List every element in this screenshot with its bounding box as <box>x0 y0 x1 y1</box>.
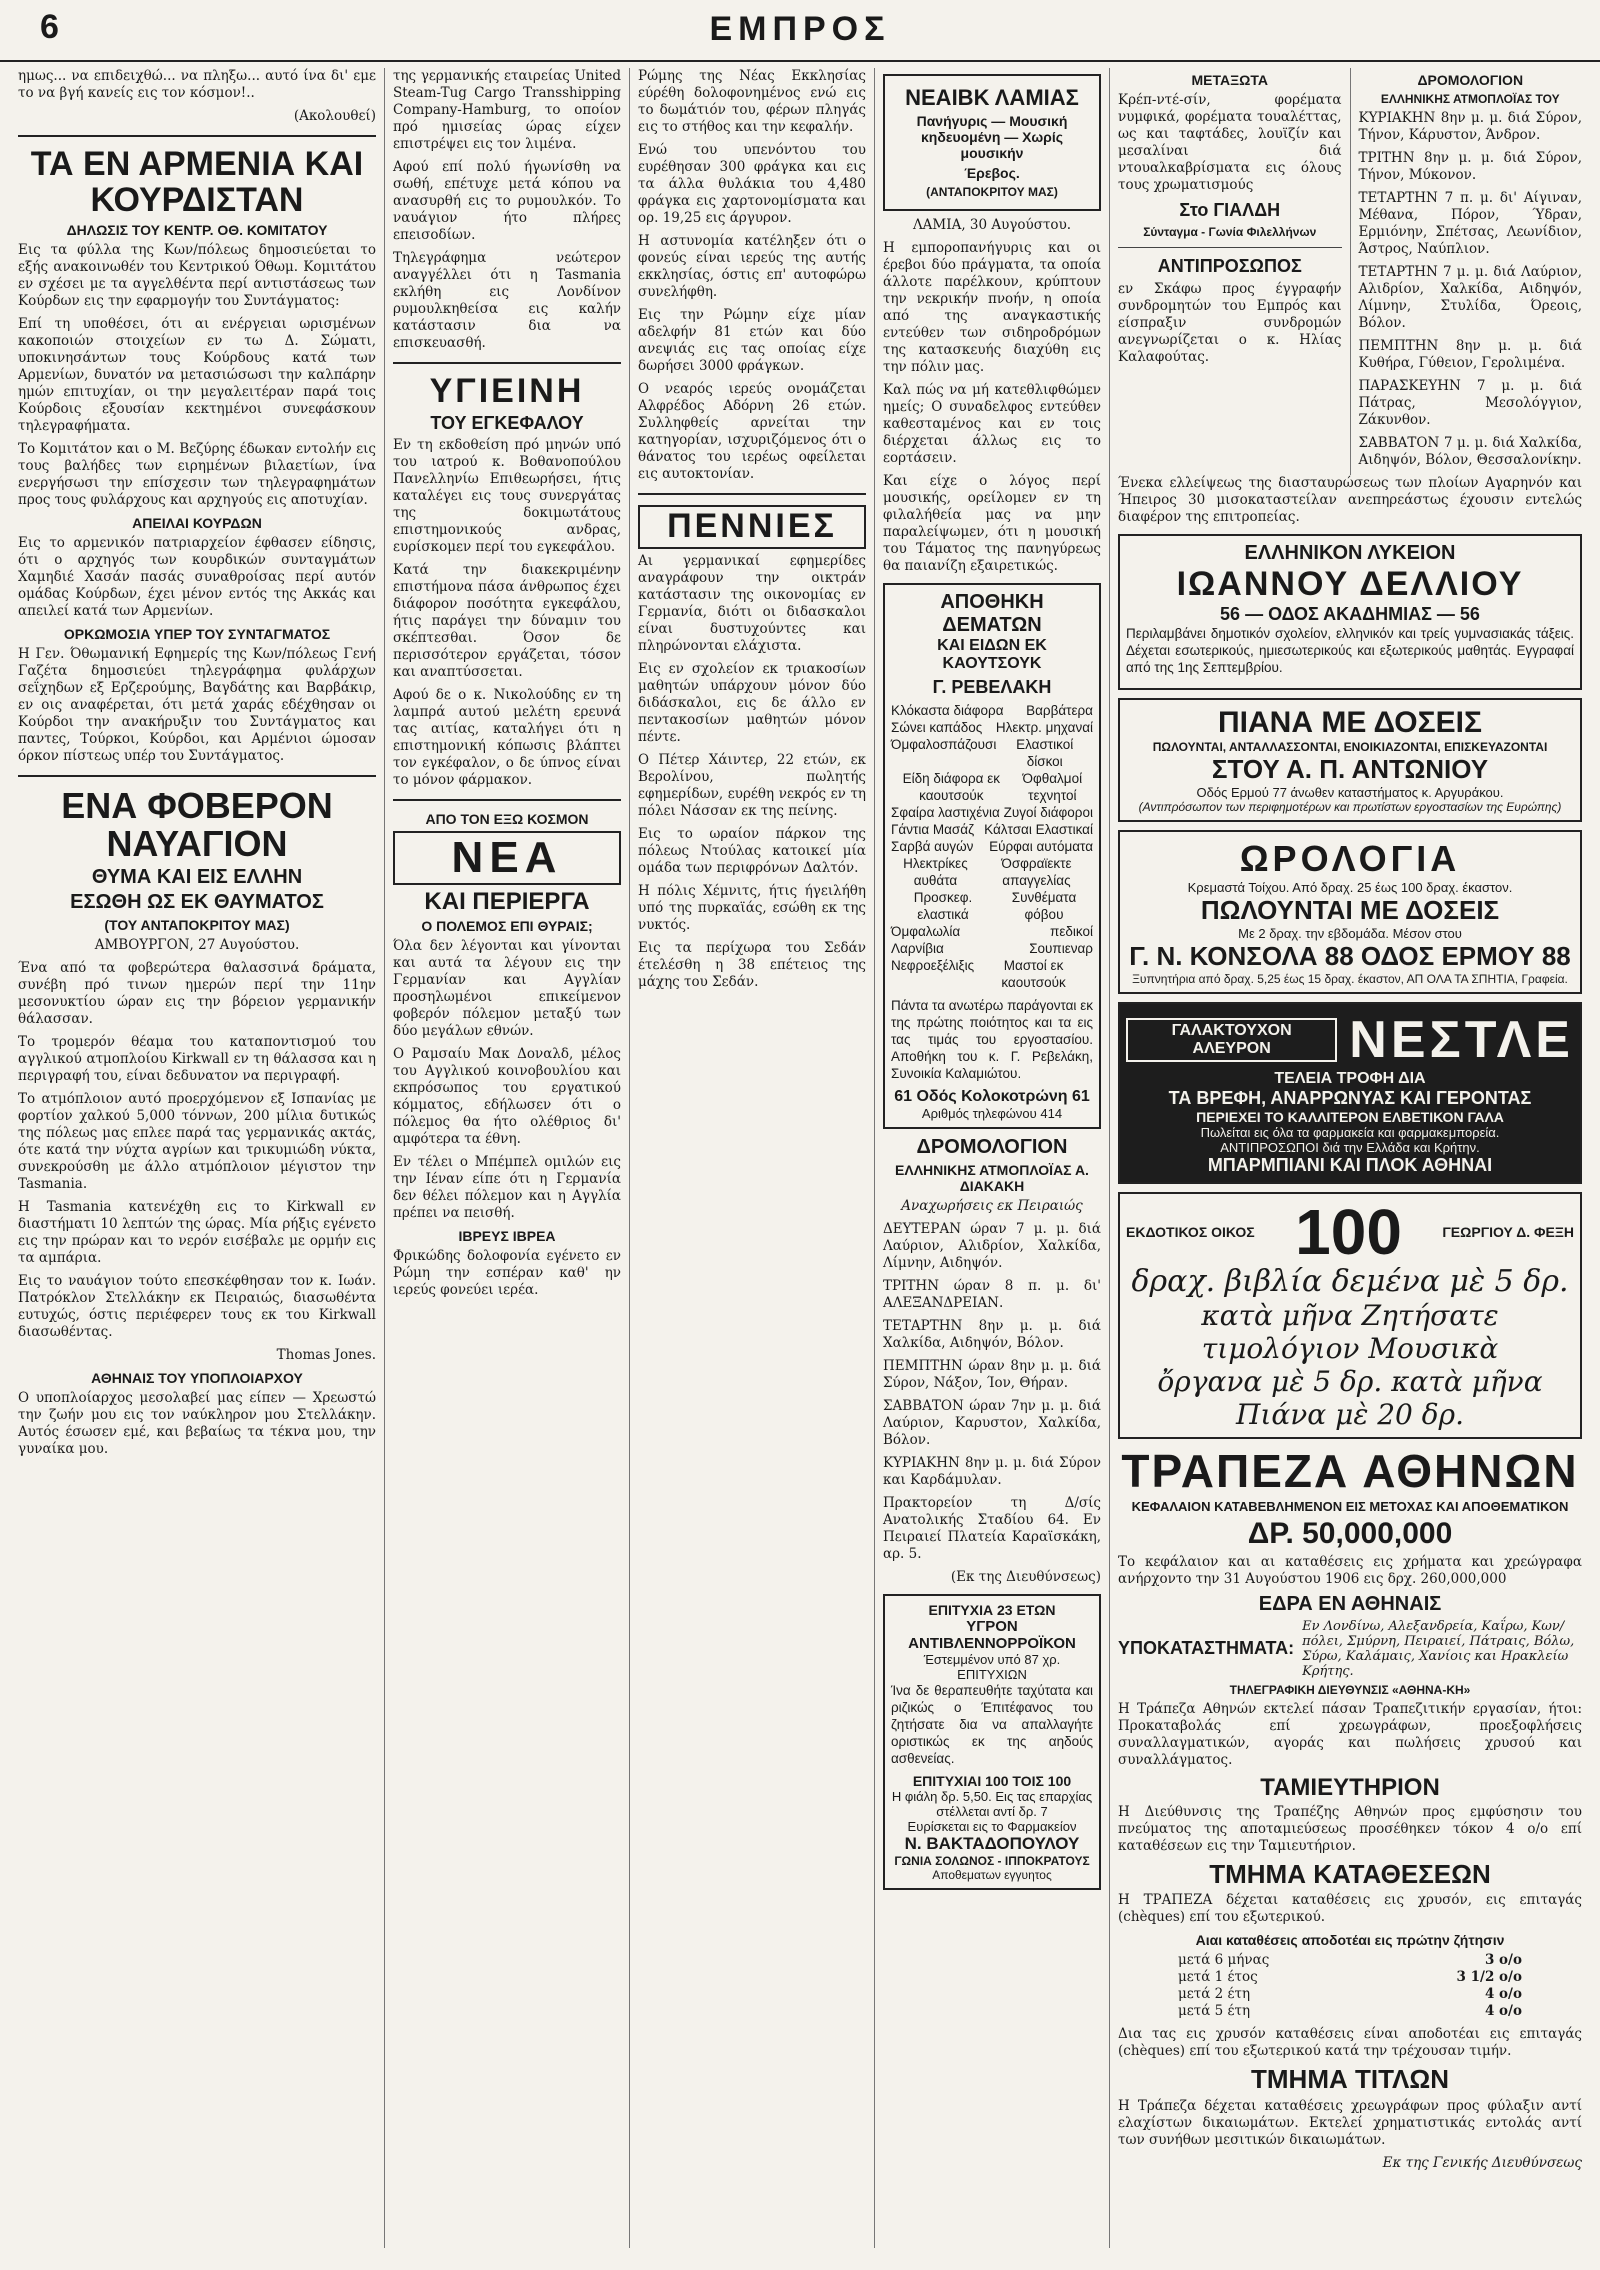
savings-headline: ΤΑΜΙΕΥΤΗΡΙΟΝ <box>1260 1773 1440 1801</box>
armenia-paragraph-2: Επί τη υποθέσει, ότι αι ενέργειαι ωρισμένων κακοποιών στοιχείων εν τω Δ. Σώματι, υποκινησάντων τους Κούρδους κατά των Αρμενίων, δυνατόν να μετασιώσωσι την καλπάρην ημών επιτυχίαν, οι την μεγαλειτέραν παρά τοις Κούρδοις εξουσίαν κεκτημένοι συνεφάσκουν τηλεγραφήματα. <box>18 316 376 435</box>
brief-paragraph: Φρικώδης δολοφονία εγένετο εν Ρώμη την εσπέραν καθ' ην ιερεύς φονεύει ιερέα. <box>393 1247 621 1298</box>
piano-headline: ΠΙΑΝΑ ΜΕ ΔΟΣΕΙΣ <box>1218 706 1482 739</box>
health-paragraph-2: Κατά την διακεκριμένην επιστήμονα πάσα άνθρωπος έχει διάφορον ποσότητα εγκεφάλου, ήτις παράγει την δύναμιν του σκέπτεσθαι. Όσον δε περισσότερον εργάζεται, τόσον και αναπτύσσεται. <box>393 561 621 680</box>
deposits-rates <box>1118 1952 1582 2020</box>
silks-paragraph: Κρέπ-ντέ-σίν, φορέματα νυμφικά, φορέματα τουαλέττας, ως και ταφτάδες, λουϊζίν και μεσαλίναι διά ντουαλκαβρίσματα εις όλους τους χρωματισμούς <box>1118 92 1342 193</box>
lamia-dateline: ΛΑΜΙΑ, 30 Αυγούστου. <box>912 217 1072 234</box>
rubber-store-title: ΑΠΟΘΗΚΗ ΔΕΜΑΤΩΝ <box>940 591 1044 637</box>
health-headline: ΥΓΙΕΙΝΗ <box>429 372 585 410</box>
shipwreck-cont-paragraph-2: Αφού επί πολύ ήγωνίσθη να σωθή, επέτυχε μετά κόπου να ανασυρθή εις το ρυμουλκόν. Το ναυάγιον ήτο πλήρες επεισοδίων. <box>393 159 621 243</box>
remedy-address: ΓΩΝΙΑ ΣΟΛΩΝΟΣ - ΙΠΠΟΚΡΑΤΟΥΣ <box>894 1854 1090 1869</box>
list-item: ΤΡΙΤΗΝ ώραν 8 π. μ. δι' ΑΛΕΞΑΝΔΡΕΙΑΝ. <box>883 1278 1101 1312</box>
table-row: μετά 6 μήνας 3 ο/ο <box>1178 1952 1522 1969</box>
bank-branches-row <box>1118 1619 1582 1679</box>
murder-paragraph-1: Ρώμης της Νέας Εκκλησίας εύρέθη δολοφονημένος ενώ εις το δωμάτιόν του, φέρων πληγάς εις το στήθος και την κεφαλήν. <box>638 68 866 135</box>
armenia-paragraph-3: Το Κομιτάτον και ο Μ. Βεζύρης έδωκαν εντολήν εις τους βαλήδες των ειρημένων βιλαετίων, ίνα ενεργήσωσι την επίσχεσιν των τηλεγραφημάτων προς τους φυλάρχους και αρχηγούς εις αποτυχίαν. <box>18 441 376 509</box>
lyceum-headline: ΕΛΛΗΝΙΚΟΝ ΛΥΚΕΙΟΝ <box>1244 542 1456 564</box>
list-item: ΤΕΤΑΡΤΗΝ 8ην μ. μ. διά Χαλκίδα, Αιδηψόν, Βόλον. <box>883 1318 1101 1352</box>
rubber-store-paragraph: Πάντα τα ανωτέρω παράγονται εκ της πρώτης ποιότητος και τα εις τας τιμάς του εργοστασίου. Αποθήκη του κ. Γ. Ρεβελάκη, Συνοικία Καλαμιώτου. <box>891 998 1093 1082</box>
shipwreck-paragraph-1: Ένα από τα φοβερώτερα θαλασσινά δράματα, συνέβη πρό τινων ημερών περί την 11ην μεσονυκτίου ώραν εις την βόρειον γερμανικήν θάλασσαν. <box>18 959 376 1027</box>
remedy-headline: ΕΠΙΤΥΧΙΑ 23 ΕΤΩΝ <box>928 1602 1056 1619</box>
remedy-pharmacy: Ν. ΒΑΚΤΑΔΟΠΟΥΛΟΥ <box>904 1834 1080 1854</box>
piano-ad <box>1118 698 1582 822</box>
newspaper-title: ΕΜΠΡΟΣ <box>709 10 891 48</box>
remedy-ad <box>883 1594 1101 1890</box>
rubber-store-items <box>891 702 1093 991</box>
shipwreck-subheadline-2: ΕΣΩΘΗ ΩΣ ΕΚ ΘΑΥΜΑΤΟΣ <box>70 890 324 913</box>
bank-branch-label: ΥΠΟΚΑΤΑΣΤΗΜΑΤΑ: <box>1118 1638 1295 1659</box>
titles-signature: Εκ της Γενικής Διευθύνσεως <box>1382 2154 1582 2171</box>
bank-seat: ΕΔΡΑ ΕΝ ΑΘΗΝΑΙΣ <box>1258 1592 1442 1615</box>
war-paragraph-1: Όλα δεν λέγονται και γίνονται και αυτά τα λέγουν εις την Γερμανίαν και Αγγλίαν προσηλωμένοι επικείμενον φοβερόν πόλεμον μεταξύ των δύο μεγάλων εθνών. <box>393 937 621 1039</box>
poverty-paragraph-5: Η πόλις Χέμνιτς, ήτις ήγειλήθη υπό της πυρκαϊάς, εσώθη εκ της νυκτός. <box>638 882 866 933</box>
books-line-1: δραχ. βιβλία δεμένα μὲ 5 δρ. <box>1131 1264 1569 1299</box>
lyceum-ad <box>1118 534 1582 690</box>
poverty-paragraph-3: Ο Πέτερ Χάιντερ, 22 ετών, εκ Βερολίνου, πωλητής εφημερίδων, ευρέθη νεκρός εν τη πόλει Νάσσαν εκ της πείνης. <box>638 751 866 819</box>
books-owner: ΓΕΩΡΓΙΟΥ Δ. ΦΕΞΗ <box>1442 1224 1574 1240</box>
nestle-brand: ΝΕΣΤΛΕ <box>1349 1011 1574 1069</box>
column-1 <box>10 68 385 2248</box>
titles-headline: ΤΜΗΜΑ ΤΙΤΛΩΝ <box>1251 2064 1449 2095</box>
shipwreck-cont-paragraph-1: της γερμανικής εταιρείας United Steam-Tug Cargo Transshipping Company-Hamburg, το οποίον πρό ημισείας ώρας είχεν επιστρέψει εις τον λιμένα. <box>393 68 621 152</box>
kurds-paragraph: Εις το αρμενικόν πατριαρχείον έφθασεν είδησις, ότι ο αρχηγός των κουρδικών συνταγμάτων Χαμηδιέ Χασάν πασάς συναθροίσας περί αυτόν ομάδας Κούρδων, έχει μένον εντός της Ακκάς και απειλεί κατά των Αρμενίων. <box>18 535 376 620</box>
kurds-headline: ΑΠΕΙΛΑΙ ΚΟΥΡΔΩΝ <box>132 515 262 532</box>
remedy-product: ΥΓΡΟΝ ΑΝΤΙΒΛΕΝΝΟΡΡΟΪΚΟΝ <box>908 1618 1076 1653</box>
bank-branches: Εν Λονδίνω, Αλεξανδρεία, Καΐρω, Κων/πόλει, Σμύρνη, Πειραιεί, Πάτραις, Βόλω, Σύρω, Καλάμαις, Χανίοις και Ηρακλείω Κρήτης. <box>1302 1618 1575 1679</box>
lamia-headline: ΝΕΑΙΒΚ ΛΑΜΙΑΣ <box>905 85 1079 110</box>
divider <box>638 493 866 495</box>
books-header <box>1126 1196 1574 1268</box>
remedy-store-label: Ευρίσκεται εις το Φαρμακείον <box>907 1819 1077 1835</box>
shipwreck-paragraph-3: Το ατμόπλοιον αυτό προερχόμενον εξ Ισπανίας με φορτίον χαλκού 5,000 τόννων, 200 μίλια δυτικώς της πόλεως μας επλεε παρά τας γερμανικάς ακτάς, ότε κατά την νύχτα αγρίων και τρικυμιώδη νύκτα, συνεκρούσθη με άλλο ατμόπλοιον μέγιστον την Tasmania. <box>18 1090 376 1192</box>
serial-continued: (Ακολουθεί) <box>293 108 376 124</box>
masthead <box>0 0 1600 62</box>
rubber-store-owner: Γ. ΡΕΒΕΛΑΚΗ <box>932 677 1052 698</box>
list-item: ΣΑΒΒΑΤΟΝ ώραν 7ην μ. μ. διά Λαύριον, Καρυστον, Χαλκίδα, Βόλον. <box>883 1398 1101 1449</box>
list-item: Προσκεφ. ελαστικά Συνθέματα φόβου <box>913 890 1077 923</box>
remedy-paragraph: Ίνα δε θεραπευθήτε ταχύτατα και ριζικώς ο Έπιτέφανος του ζητήσατε δια να απαλλαγήτε οριστικώς εκ της αηδούς ασθενείας. <box>891 1683 1093 1767</box>
books-publisher: ΕΚΔΟΤΙΚΟΣ ΟΙΚΟΣ <box>1126 1224 1255 1240</box>
list-item: Γάντια Μασάζ Κάλτσαι Ελαστικαί <box>891 822 1093 838</box>
list-item: ΚΥΡΙΑΚΗΝ 8ην μ. μ. διά Σύρον και Καρδάμυλαν. <box>883 1455 1101 1489</box>
nestle-line-3: ΠΕΡΙΕΧΕΙ ΤΟ ΚΑΛΛΙΤΕΡΟΝ ΕΛΒΕΤΙΚΟΝ ΓΑΛΑ <box>1196 1109 1504 1125</box>
list-item: ΤΕΤΑΡΤΗΝ 7 π. μ. δι' Αίγιναν, Μέθανα, Πόρον, Ύδραν, Ερμιόνην, Σπέτσας, Λεωνίδιον, Άστρος, Ναύπλιον. <box>1358 190 1582 257</box>
war-paragraph-3: Εν τέλει ο Μπέμπελ ομιλών εις την Ιέναν είπε ότι η Γερμανία δεν θέλει πόλεμον και η Αγγλία πρέπει να πεισθή. <box>393 1153 621 1221</box>
clocks-rate: Με 2 δραχ. την εβδομάδα. Μέσον στου <box>1238 926 1462 941</box>
lamia-paragraph-2: Καλ πώς να μή κατεθλιφθώμεν ημείς; Ο συναδελφος εντεύθεν καθεσταμένος και εν τοις διέρχεται άλλως εις το εορτάσειν. <box>883 382 1101 467</box>
list-item: ΠΕΜΠΤΗΝ 8ην μ. μ. διά Κυθήρα, Γύθειον, Γερολιμένα. <box>1358 338 1582 371</box>
column-3 <box>630 68 875 2248</box>
schedule-footer: Πρακτορείον τη Δ/σίς Ανατολικής Σταδίου 64. Εν Πειραιεί Πλατεία Καραϊσκάκη, αρ. 5. <box>883 1495 1101 1563</box>
deposits-paragraph-2: Δια τας εις χρυσόν καταθέσεις είναι αποδοτέαι εις επιταγάς (chèques) επί του εξωτερικού κατά την τρέχουσαν τιμήν. <box>1118 2026 1582 2060</box>
representative-label: ΑΝΤΙΠΡΟΣΩΠΟΣ <box>1157 256 1302 276</box>
divider <box>1118 247 1342 248</box>
list-item: Νεφροεξέλιξις Μαστοί εκ καουτσούκ <box>891 958 1066 991</box>
lyceum-paragraph: Περιλαμβάνει δημοτικόν σχολείον, ελληνικόν και τρείς γυμνασιακάς τάξεις. Δέχεται εσωτερικούς, ημιεσωτερικούς και εξωτερικούς μαθητάς. Εγγραφαί από της 1ης Σεπτεμβρίου. <box>1126 626 1574 675</box>
rubber-store-phone: Αριθμός τηλεφώνου 414 <box>921 1106 1063 1122</box>
piano-address: Οδός Ερμού 77 άνωθεν καταστήματος κ. Αργυράκου. <box>1196 785 1504 800</box>
divider <box>18 775 376 777</box>
list-item: Σφαίρα λαστιχένια Ζυγοί διάφοροι <box>891 805 1093 821</box>
nestle-line-2: ΤΑ ΒΡΕΦΗ, ΑΝΑΡΡΩΝΥΑΣ ΚΑΙ ΓΕΡΟΝΤΑΣ <box>1168 1088 1532 1108</box>
murder-paragraph-5: Ο νεαρός ιερεύς ονομάζεται Αλφρέδος Αδόρνη 26 ετών. Συλληφθείς αρνείται την κατηγορίαν, ισχυριζόμενος ότι ο θάνατος του ιερέως οφείλεται εις αυτοκτονίαν. <box>638 381 866 482</box>
shipwreck-byline: (ΤΟΥ ΑΝΤΑΠΟΚΡΙΤΟΥ ΜΑΣ) <box>104 916 290 933</box>
books-number: 100 <box>1295 1196 1402 1268</box>
list-item: ΚΥΡΙΑΚΗΝ 8ην μ. μ. διά Σύρον, Τήνον, Κάρυστον, Άνδρον. <box>1358 110 1582 143</box>
nestle-label: ΓΑΛΑΚΤΟΥΧΟΝ ΑΛΕΥΡΟΝ <box>1126 1018 1337 1062</box>
bank-telegraph: ΤΗΛΕΓΡΑΦΙΚΗ ΔΙΕΥΘΥΝΣΙΣ «ΑΘΗΝΑ-ΚΗ» <box>1229 1682 1471 1697</box>
divider <box>18 135 376 137</box>
serial-ending: ημως... να επιδειχθώ... να πληξω... αυτό ίνα δι' εμε το να βγή κανείς εις τον κόσμον!.. <box>18 68 376 101</box>
representative-text: εν Σκάφω προς έγγραφήν συνδρομητών του Εμπρός και είσπραξιν συνδρομών ανεγνωρίζεται ο κ. Ηλίας Καλαφούτας. <box>1118 281 1342 365</box>
list-item: Ηλεκτρίκες αυθάτα Όσφραϊεκτε απαγγελίας <box>903 856 1072 889</box>
murder-paragraph-4: Εις την Ρώμην είχε μίαν αδελφήν 81 ετών και δύο ανεψιάς εις τας οποίας είχε δωρήσει 3000 φράγκων. <box>638 307 866 374</box>
health-paragraph-1: Εν τη εκδοθείση πρό μηνών υπό του ιατρού κ. Βοθανοπούλου Πανελληνίω Επιθεωρήσει, ήτις καταλέγει εις τους συνεργάτας της δοκιμωτάτους επιστημονικούς ανδρας, ευρίσκομεν περί του εγκεφάλου. <box>393 436 621 555</box>
nestle-header <box>1126 1010 1574 1070</box>
world-section-label: ΑΠΟ ΤΟΝ ΕΞΩ ΚΟΣΜΟΝ <box>425 810 589 827</box>
list-item: ΣΑΒΒΑΤΟΝ 7 μ. μ. διά Χαλκίδα, Αιδηψόν, Βόλον, Θεσσαλονίκην. <box>1358 435 1582 468</box>
rubber-store-ad <box>883 583 1101 1129</box>
piano-subheadline: ΠΩΛΟΥΝΤΑΙ, ΑΝΤΑΛΛΑΣΣΟΝΤΑΙ, ΕΝΟΙΚΙΑΖΟΝΤΑΙ, ΕΠΙΣΚΕΥΑΖΟΝΤΑΙ <box>1152 740 1548 754</box>
list-item: Σώνει καπάδος Ηλεκτρ. μηχαναί <box>891 720 1093 736</box>
shipwreck-paragraph-2: Το τρομερόν θέαμα του καταποντισμού του αγγλικού ατμοπλοίου Kirkwall εν τη θάλασσα και η περιγραφή του, είναι δεδυνατον να περιγραφή. <box>18 1033 376 1084</box>
bank-paragraph-1: Το κεφάλαιον και αι καταθέσεις εις χρήματα και χρεώγραφα ανήρχοντο την 31 Αυγούστου 1906 εις δρχ. 260,000,000 <box>1118 1553 1582 1587</box>
list-item: Κλόκαστα διάφορα Βαρβάτερα <box>891 703 1093 719</box>
lamia-subheadline: Πανήγυρις — Μουσική κηδευομένη — Χωρίς μουσικήν <box>916 113 1068 162</box>
column-4 <box>875 68 1110 2248</box>
deposits-headline: ΤΜΗΜΑ ΚΑΤΑΘΕΣΕΩΝ <box>1209 1858 1491 1889</box>
war-paragraph-2: Ο Ραμσαίυ Μακ Δοναλδ, μέλος του Αγγλικού κοινοβουλίου και εκπρόσωπος του εργατικού κόμματος, εδήλωσεν ότι ο πόλεμος θα ήτο ολέθριος δι' αμφότερα τα έθνη. <box>393 1045 621 1147</box>
captain-paragraph: Ο υποπλοίαρχος μεσολαβεί μας είπεν — Χρεωστώ την ζωήν μου εις τον ναύκληρον μου Στελλάκην. Αυτός έσωσεν εμέ, και βεβαίως τα τέκνα μου, την γυναίκα μου. <box>18 1389 376 1457</box>
bank-subheadline: ΚΕΦΑΛΑΙΟΝ ΚΑΤΑΒΕΒΛΗΜΕΝΟΝ ΕΙΣ ΜΕΤΟΧΑΣ ΚΑΙ ΑΠΟΘΕΜΑΤΙΚΟΝ <box>1131 1499 1569 1515</box>
nestle-line-5: ΑΝΤΙΠΡΟΣΩΠΟΙ διά την Ελλάδα και Κρήτην. <box>1220 1140 1480 1155</box>
list-item: ΤΡΙΤΗΝ 8ην μ. μ. διά Σύρον, Τήνον, Μύκονον. <box>1358 150 1582 183</box>
shipwreck-paragraph-5: Εις το ναυάγιον τούτο επεσκέφθησαν τον κ. Ιωάν. Πατρόκλον Στελλάκην εκ Πειραιώς, διασωθέντα ευτυχώς, όστις περιέφερεν τους εκ του Kirkwall διασωθέντας. <box>18 1272 376 1340</box>
news-subheadline: ΚΑΙ ΠΕΡΙΕΡΓΑ <box>424 887 590 915</box>
war-headline: Ο ΠΟΛΕΜΟΣ ΕΠΙ ΘΥΡΑΙΣ; <box>421 917 593 934</box>
clocks-store: Γ. Ν. ΚΟΝΣΟΛΑ 88 ΟΔΟΣ ΕΡΜΟΥ 88 <box>1129 941 1571 971</box>
clocks-ad <box>1118 830 1582 994</box>
deposits-rates-header: Αιαι καταθέσεις αποδοτέαι εις πρώτην ζήτησιν <box>1195 1932 1505 1949</box>
shipwreck-dateline: ΑΜΒΟΥΡΓΟΝ, 27 Αυγούστου. <box>94 936 300 953</box>
clocks-headline: ΩΡΟΛΟΓΙΑ <box>1239 838 1461 879</box>
bank-paragraph-2: Η Τράπεζα Αθηνών εκτελεί πάσαν Τραπεζιτικήν εργασίαν, ήτοι: Προκαταβολάς επί χρεωγράφων, προεξοφλήσεις συναλλαγματικών, αγοράς και πωλήσεις χρυσού και συναλλάγματος. <box>1118 1700 1582 1768</box>
piano-note: (Αντιπρόσωπον των περιφημοτέρων και πρωτίστων εργοστασίων της Ευρώπης) <box>1138 800 1562 814</box>
column-2 <box>385 68 630 2248</box>
silks-shop: Στο ΓΙΑΛΔΗ <box>1179 200 1281 220</box>
list-item: Σαρβά αυγών Εύρφαι αυτόματα <box>891 839 1093 855</box>
bank-headline: ΤΡΑΠΕΖΑ ΑΘΗΝΩΝ <box>1121 1445 1579 1497</box>
table-row: μετά 1 έτος 3 1/2 ο/ο <box>1178 1969 1522 1986</box>
news-headline: ΝΕΑ <box>393 831 621 885</box>
poverty-headline: ΠΕΝΝΙΕΣ <box>638 505 866 549</box>
list-item: ΔΕΥΤΕΡΑΝ ώραν 7 μ. μ. διά Λαύριον, Αλιδρίον, Χαλκίδα, Λίμνην, Αιδηψόν. <box>883 1221 1101 1272</box>
remedy-price: Η φιάλη δρ. 5,50. Εις τας επαρχίας στέλλεται αντί δρ. 7 <box>891 1789 1093 1820</box>
list-item: Όμφαλοσπάζουσι Ελαστικοί δίσκοι <box>891 737 1074 770</box>
list-item: ΠΑΡΑΣΚΕΥΗΝ 7 μ. μ. διά Πάτρας, Μεσολόγγιον, Ζάκυνθον. <box>1358 378 1582 428</box>
health-subheadline: ΤΟΥ ΕΓΚΕΦΑΛΟΥ <box>430 412 584 433</box>
list-item: Είδη διάφορα εκ καουτσούκ Όφθαλμοί τεχνητοί <box>902 771 1083 804</box>
armenia-headline: ΤΑ ΕΝ ΑΡΜΕΝΙΑ ΚΑΙ ΚΟΥΡΔΙΣΤΑΝ <box>30 145 364 219</box>
clocks-deal: ΠΩΛΟΥΝΤΑΙ ΜΕ ΔΟΣΕΙΣ <box>1200 895 1500 925</box>
oaths-paragraph: Η Γεν. Όθωμανική Εφημερίς της Κων/πόλεως Γενή Γαζέτα δημοσιεύει τηλεγράφημα φυλάρχων σεΐχηδων εξ Ερζερούμης, Βαγδάτης και Βαρβάκιρ, εν οις αναφέρεται, ότι μετά χαράς εδέχθησαν οι Κούρδοι την ανακήρυξιν του Συντάγματος και παντες, Τούρκοι, Κούρδοι, και Αρμένιοι ώμοσαν όρκον πίστεως υπέρ του Συντάγματος. <box>18 646 376 765</box>
murder-paragraph-2: Ενώ του υπενόντου του ευρέθησαν 300 φράγκα και εις τα άλλα θυλάκια του 4,480 φράγκα εις χαρτονομίσματα και ορ. 19,25 εις άργυρον. <box>638 142 866 226</box>
titles-paragraph: Η Τράπεζα δέχεται καταθέσεις χρεωγράφων προς φύλαξιν αντί ελαχίστων δικαιωμάτων. Εκτελεί χρηματιστικάς εντολάς αντί των συνήθων μεσιτικών δικαιωμάτων. <box>1118 2097 1582 2148</box>
shipwreck-paragraph-4: Η Tasmania κατενέχθη εις το Kirkwall εν διαστήματι 10 λεπτών της ώρας. Μία ρήξις εγένετο εις την πρώραν και το νερόν εισέβαλε με ορμήν εις τα αμπάρια. <box>18 1198 376 1266</box>
nestle-line-1: ΤΕΛΕΙΑ ΤΡΟΦΗ ΔΙΑ <box>1274 1070 1426 1087</box>
list-item: Λαρνίβια Σουπιεναρ <box>891 941 1093 957</box>
lamia-subheadline-2: Έρεβος. <box>964 165 1020 182</box>
poverty-paragraph-4: Εις το ωραίον πάρκον της πόλεως Ντούλας κατοικεί μία ομάδα των περιφρόνων Δαλτόν. <box>638 825 866 876</box>
steamship-note: Ένεκα ελλείψεως της διασταυρώσεως των πλοίων Αγαρηνόν και Ήπειρος 30 μισοκαταστείλαν ανεπηρεάστως έχουσιν εντελώς διαφέρον της επιτροπείας. <box>1118 475 1582 525</box>
piano-store: ΣΤΟΥ Α. Π. ΑΝΤΩΝΙΟΥ <box>1211 754 1489 784</box>
oaths-headline: ΟΡΚΩΜΟΣΙΑ ΥΠΕΡ ΤΟΥ ΣΥΝΤΑΓΜΑΤΟΣ <box>63 626 331 643</box>
column-5 <box>1110 68 1590 2248</box>
nestle-line-4: Πωλείται εις όλα τα φαρμακεία και φαρμακεμπορεία. <box>1200 1125 1500 1140</box>
rubber-store-subtitle: ΚΑΙ ΕΙΔΩΝ ΕΚ ΚΑΟΥΤΣΟΥΚ <box>937 637 1047 673</box>
shipwreck-subheadline-1: ΘΥΜΑ ΚΑΙ ΕΙΣ ΕΛΛΗΝ <box>91 865 303 888</box>
remedy-note: Αποθεματων εγγυητος <box>932 1868 1052 1883</box>
table-row: μετά 5 έτη 4 ο/ο <box>1178 2003 1522 2020</box>
schedule-headline: ΔΡΟΜΟΛΟΓΙΟΝ <box>916 1136 1068 1159</box>
armenia-subheadline: ΔΗΛΩΣΙΣ ΤΟΥ ΚΕΝΤΡ. ΟΘ. ΚΟΜΙΤΑΤΟΥ <box>66 222 328 239</box>
clocks-paragraph: Ξυπνητήρια από δραχ. 5,25 έως 15 δραχ. έκαστον, ΑΠ ΟΛΑ ΤΑ ΣΠΗΤΙΑ, Γραφεία. <box>1132 972 1568 986</box>
lamia-paragraph-1: Η εμποροπανήγυρις και οι έρεβοι δύο πράγματα, τα οποία άλλοτε παρέλκουν, κρύπτουν την νεκρικήν πνοήν, η οποία από της αναγκαστικής εντεύθεν των σιδηροδρόμων της κατασκευής διαχύθη εις την πόλιν μας. <box>883 240 1101 376</box>
divider <box>393 362 621 364</box>
shipwreck-headline: ΕΝΑ ΦΟΒΕΡΟΝ ΝΑΥΑΓΙΟΝ <box>61 785 333 865</box>
books-ad <box>1118 1192 1582 1439</box>
steamship-ad <box>1350 68 1583 475</box>
savings-paragraph: Η Διεύθυνσις της Τραπέζης Αθηνών προς εμφύσησιν του πνεύματος της αποταμιεύσεως προσέθηκεν τόκον 4 ο/ο επί καταθέσεων εις την Ταμιευτήριον. <box>1118 1803 1582 1854</box>
murder-paragraph-3: Η αστυνομία κατέληξεν ότι ο φονεύς είναι ιερεύς της αυτής εκκλησίας, όστις επ' αυτοφώρω συνελήφθη. <box>638 233 866 300</box>
armenia-paragraph-1: Εις τα φύλλα της Κων/πόλεως δημοσιεύεται το εξής ανακοινωθέν του Κεντρικού Όθωμ. Κομιτάτου εν σχέσει με τα αγγελθέντα περί αντιστάσεως των Κούρδων εις την εφαρμογήν του Συντάγματος: <box>18 242 376 310</box>
top-ads-row <box>1118 68 1582 475</box>
books-line-2: κατὰ μῆνα Ζητήσατε τιμολόγιον Μουσικὰ <box>1201 1299 1499 1365</box>
lamia-paragraph-3: Και είχε ο λόγος περί μουσικής, ορείλομεν εν τη φιλαλήθεία μας να μην παραλείψωμεν, ότι η μουσική του Τάματος της πανηγύρεως θα παιανίζη εξαιρετικώς. <box>883 473 1101 575</box>
schedule-subheadline: ΕΛΛΗΝΙΚΗΣ ΑΤΜΟΠΛΟΪΑΣ Α. ΔΙΑΚΑΚΗ <box>895 1162 1089 1195</box>
schedule-departures: Αναχωρήσεις εκ Πειραιώς <box>901 1198 1083 1215</box>
lyceum-name: ΙΩΑΝΝΟΥ ΔΕΛΛΙΟΥ <box>1176 565 1524 603</box>
brief-headline: ΙΒΡΕΥΣ ΙΒΡΕΑ <box>458 1227 556 1244</box>
silks-headline: ΜΕΤΑΞΩΤΑ <box>1191 72 1268 88</box>
poverty-paragraph-2: Εις εν σχολείον εκ τριακοσίων μαθητών υπάρχουν μόνον δύο διδάσκαλοι, εις δε άλλο εν πεντακοσίων μαθητών μόνον πέντε. <box>638 660 866 745</box>
lamia-box <box>883 74 1101 211</box>
remedy-tagline: Έστεμμένον υπό 87 χρ. ΕΠΙΤΥΧΙΩΝ <box>923 1652 1061 1683</box>
schedule-signature: (Εκ της Διευθύνσεως) <box>950 1569 1101 1586</box>
list-item: ΠΕΜΠΤΗΝ ώραν 8ην μ. μ. διά Σύρον, Νάξον, Ίον, Θήραν. <box>883 1358 1101 1392</box>
poverty-paragraph-6: Εις τα περίχωρα του Σεδάν έτελέσθη η 38 επέτειος της μάχης του Σεδάν. <box>638 939 866 990</box>
page-number: 6 <box>40 8 59 46</box>
lamia-byline: (ΑΝΤΑΠΟΚΡΙΤΟΥ ΜΑΣ) <box>926 185 1058 200</box>
shipwreck-cont-paragraph-3: Τηλεγράφημα νεώτερον αναγγέλλει ότι η Tasmania εκλήθη εις Λονδίνον ρυμουλκηθείσα εις καλήν κατάστασιν δια να επισκευασθή. <box>393 250 621 351</box>
divider <box>393 799 621 801</box>
books-line-3: ὄργανα μὲ 5 δρ. κατὰ μῆνα Πιάνα μὲ 20 δρ. <box>1157 1365 1543 1431</box>
list-item: ΤΕΤΑΡΤΗΝ 7 μ. μ. διά Λαύριον, Αλιδρίον, Χαλκίδα, Αιδηψόν, Λίμνην, Στυλίδα, Όρεοις, Βόλον. <box>1358 264 1582 331</box>
nestle-ad <box>1118 1002 1582 1184</box>
steamship-headline: ΔΡΟΜΟΛΟΓΙΟΝ <box>1417 72 1524 88</box>
shipwreck-signature: Thomas Jones. <box>276 1346 376 1363</box>
silks-ad <box>1118 68 1342 475</box>
table-row: μετά 2 έτη 4 ο/ο <box>1178 1986 1522 2003</box>
list-item: Όμφαλωλία πεδικοί <box>891 924 1093 940</box>
remedy-success: ΕΠΙΤΥΧΙΑΙ 100 ΤΟΙΣ 100 <box>912 1773 1072 1790</box>
captain-headline: ΑΘΗΝΑΙΣ ΤΟΥ ΥΠΟΠΛΟΙΑΡΧΟΥ <box>91 1369 303 1386</box>
clocks-subheadline: Κρεμαστά Τοίχου. Από δραχ. 25 έως 100 δραχ. έκαστον. <box>1187 880 1513 895</box>
bank-capital: ΔΡ. 50,000,000 <box>1247 1517 1453 1551</box>
deposits-paragraph: Η ΤΡΑΠΕΖΑ δέχεται καταθέσεις εις χρυσόν, εις επιταγάς (chèques) επί του εξωτερικού. <box>1118 1892 1582 1926</box>
lyceum-address: 56 — ΟΔΟΣ ΑΚΑΔΗΜΙΑΣ — 56 <box>1220 604 1480 624</box>
steamship-subheadline: ΕΛΛΗΝΙΚΗΣ ΑΤΜΟΠΛΟΪΑΣ ΤΟΥ <box>1380 92 1560 106</box>
silks-address: Σύνταγμα - Γωνία Φιλελλήνων <box>1143 225 1317 239</box>
health-paragraph-3: Αφού δε ο κ. Νικολούδης εν τη λαμπρά αυτού μελέτη ερευνά τας αιτίας, καταλήγει ότι η επιστημονική κόπωσις βλάπτει τον εγκέφαλον, ο δε ύπνος είναι το μόνον φάρμακον. <box>393 686 621 788</box>
rubber-store-address: 61 Οδός Κολοκοτρώνη 61 <box>894 1088 1090 1106</box>
nestle-line-6: ΜΠΑΡΜΠΙΑΝΙ ΚΑΙ ΠΛΟΚ ΑΘΗΝΑΙ <box>1207 1155 1493 1175</box>
poverty-paragraph-1: Αι γερμανικαί εφημερίδες αναγράφουν την οικτράν κατάστασιν της οικονομίας εν Γερμανία, διότι οι διδασκαλοι είναι δυστυχούντες και πληρώνονται ελάχιστα. <box>638 552 866 654</box>
